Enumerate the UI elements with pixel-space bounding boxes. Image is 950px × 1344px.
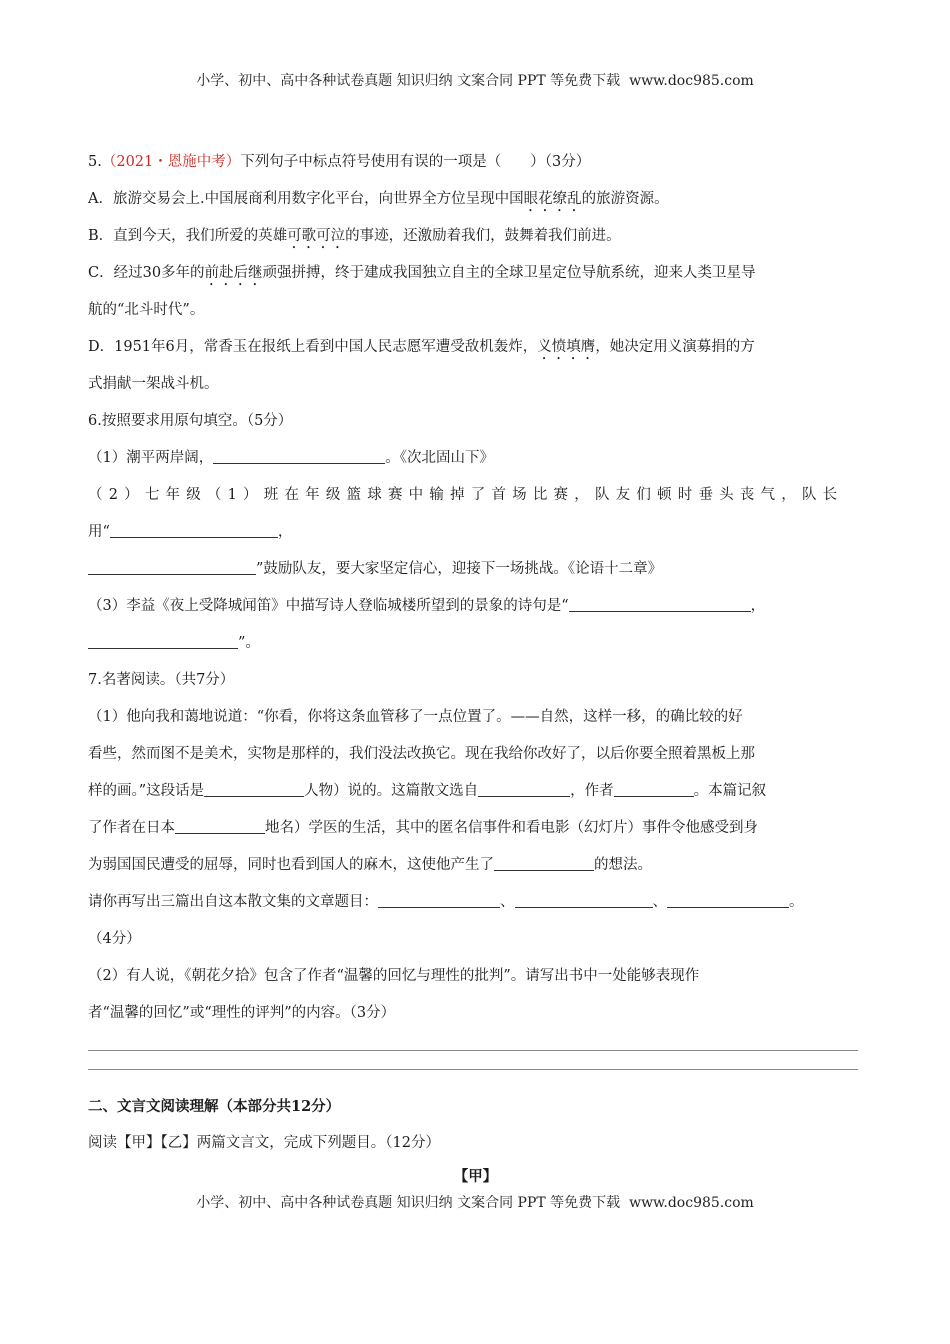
q6-p3-comma: ， xyxy=(750,598,766,614)
q6-p2-blank-1[interactable] xyxy=(110,523,278,539)
q6-p1-blank[interactable] xyxy=(213,449,385,465)
q5-a-text-end: 的旅游资源。 xyxy=(581,191,669,207)
q6-part3-line2 xyxy=(88,625,863,662)
footer-watermark xyxy=(0,1192,950,1212)
footer-watermark-site: www.doc985.com xyxy=(629,1195,754,1211)
q7-title: 7.名著阅读。（共7分） xyxy=(88,672,235,688)
q7-line3 xyxy=(88,773,863,810)
q6-p1-text: （1）潮平两岸阔， xyxy=(88,450,214,466)
q5-source: （2021・恩施中考） xyxy=(101,154,241,170)
q7-blank-person[interactable] xyxy=(204,782,304,798)
q7-line7: （4分） xyxy=(88,931,141,947)
q5-b-text-end: 的事迹，还激励着我们，鼓舞着我们前进。 xyxy=(345,228,621,244)
q5-option-c-line2: 航的“北斗时代”。 xyxy=(88,302,205,318)
q6-p1-text-end: 。《次北固山下》 xyxy=(385,450,494,466)
q7-l4-text-a: 了作者在日本 xyxy=(88,820,175,836)
q7-l6-sep2: 、 xyxy=(652,894,667,910)
q5-d-emphasis: 义愤填膺 xyxy=(537,339,596,355)
q7-line2: 看些，然而图不是美术，实物是那样的，我们没法改换它。现在我给你改好了，以后你要全照着黑板上那 xyxy=(88,746,755,762)
q5-b-emphasis: 可歌可泣 xyxy=(287,228,346,244)
q6-p2-blank-2[interactable] xyxy=(88,560,256,576)
q5-d-text: D．1951年6月，常香玉在报纸上看到中国人民志愿军遭受敌机轰炸， xyxy=(88,339,538,355)
q7-l6-text: 请你再写出三篇出自这本散文集的文章题目： xyxy=(88,894,378,910)
answer-line-1[interactable] xyxy=(88,1050,858,1051)
q5-option-d-line2: 式捐献一架战斗机。 xyxy=(88,376,219,392)
q7-blank-title-1[interactable] xyxy=(378,893,500,909)
q7-blank-author[interactable] xyxy=(614,782,694,798)
q6-part3 xyxy=(88,588,863,625)
q6-part2-line2 xyxy=(88,514,863,551)
q7-l6-end: 。 xyxy=(789,894,804,910)
q6-title: 6.按照要求用原句填空。（5分） xyxy=(88,413,293,429)
q5-b-text: B．直到今天，我们所爱的英雄 xyxy=(88,228,288,244)
watermark-site: www.doc985.com xyxy=(629,73,754,89)
q6-p2-text-end: ”鼓励队友，要大家坚定信心，迎接下一场挑战。《论语十二章》 xyxy=(256,561,663,577)
q6-p3-blank-1[interactable] xyxy=(569,597,751,613)
q7-blank-idea[interactable] xyxy=(494,856,594,872)
q6-p2-comma: ， xyxy=(277,524,293,540)
watermark-text: 小学、初中、高中各种试卷真题 知识归纳 文案合同 PPT 等免费下载 xyxy=(196,73,621,89)
section2-title: 二、文言文阅读理解（本部分共12分） xyxy=(88,1098,341,1115)
q6-p3-blank-2[interactable] xyxy=(88,634,238,650)
q5-number: 5. xyxy=(88,154,102,170)
q6-p3-text: （3）李益《夜上受降城闻笛》中描写诗人登临城楼所望到的景象的诗句是“ xyxy=(88,598,569,614)
exam-content xyxy=(88,144,863,1192)
q7-line8: （2）有人说，《朝花夕拾》包含了作者“温馨的回忆与理性的批判”。请写出书中一处能够表现作 xyxy=(88,968,700,984)
q7-l4-text-b: 地名）学医的生活，其中的匿名信事件和看电影（幻灯片）事件令他感受到身 xyxy=(265,820,758,836)
q7-blank-collection[interactable] xyxy=(478,782,570,798)
q7-l3-text-d: 。本篇记叙 xyxy=(693,783,767,799)
q5-option-c xyxy=(88,255,863,292)
q5-option-b xyxy=(88,218,863,255)
header-watermark xyxy=(0,70,950,90)
q5-option-a xyxy=(88,181,863,218)
q6-part2-line1: （2）七年级（1）班在年级篮球赛中输掉了首场比赛，队友们顿时垂头丧气，队长 xyxy=(88,487,844,503)
q5-option-d xyxy=(88,329,863,366)
q7-l3-text-b: 人物）说的。这篇散文选自 xyxy=(304,783,479,799)
q7-l3-text-a: 样的画。”这段话是 xyxy=(88,783,205,799)
q5-d-text-end: ，她决定用义演募捐的方 xyxy=(595,339,755,355)
q6-part1 xyxy=(88,440,863,477)
q5-c-text-end: 顽强拼搏，终于建成我国独立自主的全球卫星定位导航系统，迎来人类卫星导 xyxy=(262,265,756,281)
q5-stem xyxy=(88,144,863,181)
q6-p2-text: 用“ xyxy=(88,524,110,540)
q6-part2-line3 xyxy=(88,551,863,588)
section2-subtitle: 【甲】 xyxy=(453,1168,498,1185)
section2-intro: 阅读【甲】【乙】两篇文言文，完成下列题目。（12分） xyxy=(88,1135,440,1151)
footer-watermark-text: 小学、初中、高中各种试卷真题 知识归纳 文案合同 PPT 等免费下载 xyxy=(196,1195,621,1211)
q7-line6 xyxy=(88,884,863,921)
q7-l6-sep1: 、 xyxy=(500,894,515,910)
q7-l5-text-a: 为弱国国民遭受的屈辱，同时也看到国人的麻木，这使他产生了 xyxy=(88,857,494,873)
q5-a-text: A．旅游交易会上.中国展商利用数字化平台，向世界全方位呈现中国 xyxy=(88,191,524,207)
q7-line5 xyxy=(88,847,863,884)
q5-stem-text: 下列句子中标点符号使用有误的一项是（ ）（3分） xyxy=(240,154,591,170)
q7-line9: 者“温馨的回忆”或“理性的评判”的内容。（3分） xyxy=(88,1005,396,1021)
answer-line-2[interactable] xyxy=(88,1069,858,1070)
q7-l5-text-b: 的想法。 xyxy=(594,857,652,873)
q6-p3-end: ”。 xyxy=(238,635,260,651)
q7-line4 xyxy=(88,810,863,847)
q7-line1: （1）他向我和蔼地说道：“你看，你将这条血管移了一点位置了。——自然，这样一移，的确比较的好 xyxy=(88,709,743,725)
q5-c-text: C．经过30多年的 xyxy=(88,265,205,281)
q7-l3-text-c: ，作者 xyxy=(570,783,614,799)
q5-a-emphasis: 眼花缭乱 xyxy=(523,191,582,207)
q7-blank-place[interactable] xyxy=(175,819,265,835)
q7-blank-title-2[interactable] xyxy=(515,893,653,909)
q5-c-emphasis: 前赴后继 xyxy=(204,265,263,281)
q7-blank-title-3[interactable] xyxy=(667,893,789,909)
